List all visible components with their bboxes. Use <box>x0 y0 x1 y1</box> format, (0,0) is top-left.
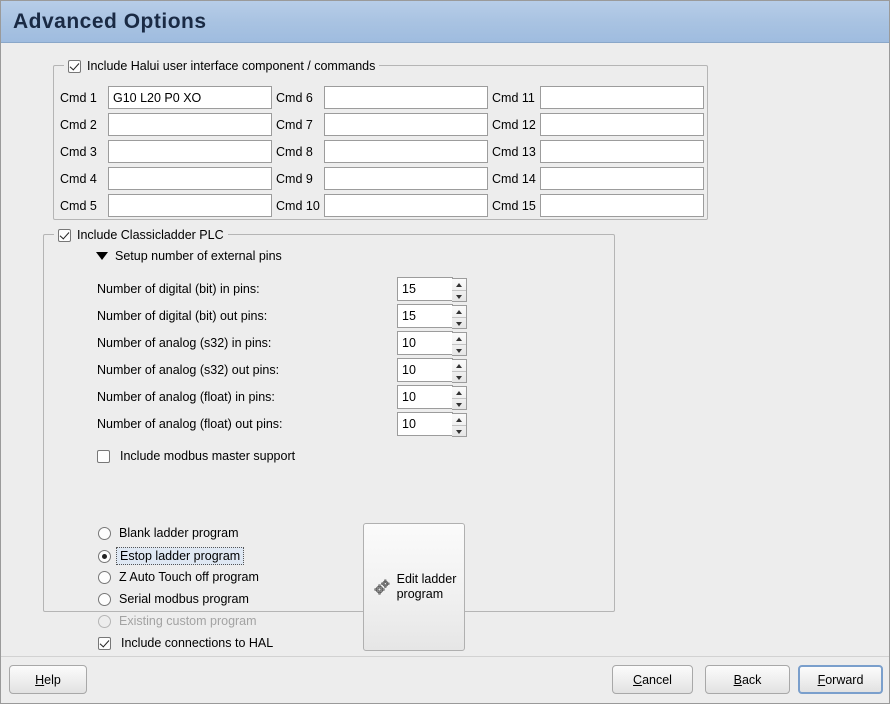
cmd-12-input[interactable] <box>540 113 704 136</box>
cmd-8-cell <box>324 140 492 163</box>
digital-bit-out-pins-spinner[interactable] <box>397 304 453 328</box>
cmd-3-cell <box>108 140 276 163</box>
digital-bit-out-pins-stepper[interactable] <box>452 305 467 329</box>
program-option-existing-custom-radio <box>98 615 111 628</box>
cmd-8-input[interactable] <box>324 140 488 163</box>
cmd-1-cell <box>108 86 276 109</box>
forward-button-label: Forward <box>817 672 864 687</box>
program-option-blank[interactable] <box>98 526 239 540</box>
cmd-8-label: Cmd 8 <box>276 144 313 159</box>
cmd-5-cell <box>108 194 276 217</box>
external-pins-expander-label: Setup number of external pins <box>115 249 282 263</box>
digital-bit-in-pins-row <box>97 277 667 301</box>
program-option-estop-label: Estop ladder program <box>116 547 244 565</box>
halui-group-legend[interactable] <box>64 57 379 75</box>
analog-s32-out-pins-row <box>97 358 667 382</box>
cmd-2-input[interactable] <box>108 113 272 136</box>
program-option-estop[interactable] <box>98 548 241 564</box>
modbus-master-checkbox[interactable] <box>97 450 110 463</box>
analog-s32-in-pins-label: Number of analog (s32) in pins: <box>97 336 272 350</box>
cmd-5-input[interactable] <box>108 194 272 217</box>
analog-float-in-pins-label: Number of analog (float) in pins: <box>97 390 275 404</box>
classicladder-enable-checkbox[interactable] <box>58 229 71 242</box>
stepper-down-icon[interactable] <box>452 371 466 383</box>
analog-float-out-pins-label: Number of analog (float) out pins: <box>97 417 283 431</box>
classicladder-enable-label: Include Classicladder PLC <box>77 228 224 242</box>
cmd-4-label: Cmd 4 <box>60 171 97 186</box>
analog-float-in-pins-input[interactable] <box>398 389 440 405</box>
program-option-existing-custom <box>98 614 257 628</box>
cmd-15-label: Cmd 15 <box>492 198 536 213</box>
hal-connections-checkbox[interactable] <box>98 637 111 650</box>
page-title: Advanced Options <box>13 9 207 33</box>
cmd-3-input[interactable] <box>108 140 272 163</box>
gear-icon <box>372 577 392 597</box>
program-option-serial-modbus[interactable] <box>98 592 249 606</box>
analog-float-out-pins-spinner[interactable] <box>397 412 453 436</box>
analog-s32-in-pins-input[interactable] <box>398 335 440 351</box>
analog-s32-out-pins-stepper[interactable] <box>452 359 467 383</box>
cmd-14-input[interactable] <box>540 167 704 190</box>
halui-group <box>53 59 708 220</box>
cmd-6-label: Cmd 6 <box>276 90 313 105</box>
cmd-1-label: Cmd 1 <box>60 90 97 105</box>
analog-float-out-pins-stepper[interactable] <box>452 413 467 437</box>
analog-s32-in-pins-stepper[interactable] <box>452 332 467 356</box>
analog-s32-in-pins-row <box>97 331 667 355</box>
analog-s32-in-pins-spinner[interactable] <box>397 331 453 355</box>
cmd-11-cell <box>540 86 708 109</box>
cmd-13-input[interactable] <box>540 140 704 163</box>
cmd-2-label: Cmd 2 <box>60 117 97 132</box>
back-button[interactable] <box>705 665 790 694</box>
digital-bit-in-pins-input[interactable] <box>398 281 440 297</box>
cmd-5-label: Cmd 5 <box>60 198 97 213</box>
cmd-7-input[interactable] <box>324 113 488 136</box>
analog-float-in-pins-spinner[interactable] <box>397 385 453 409</box>
digital-bit-out-pins-row <box>97 304 667 328</box>
program-option-z-auto-touch-off-radio[interactable] <box>98 571 111 584</box>
cmd-9-cell <box>324 167 492 190</box>
stepper-up-icon[interactable] <box>452 306 466 317</box>
stepper-up-icon[interactable] <box>452 360 466 371</box>
cmd-10-input[interactable] <box>324 194 488 217</box>
edit-ladder-program-label: Edit ladder program <box>396 572 457 601</box>
analog-float-in-pins-stepper[interactable] <box>452 386 467 410</box>
modbus-master-row[interactable] <box>97 449 295 463</box>
forward-button[interactable] <box>798 665 883 694</box>
stepper-up-icon[interactable] <box>452 333 466 344</box>
analog-s32-out-pins-label: Number of analog (s32) out pins: <box>97 363 280 377</box>
program-option-blank-label: Blank ladder program <box>119 526 239 540</box>
dialog-button-bar <box>1 656 889 703</box>
halui-enable-label: Include Halui user interface component / commands <box>87 59 376 73</box>
external-pins-expander[interactable] <box>96 249 282 263</box>
cancel-button[interactable] <box>612 665 693 694</box>
cmd-10-label: Cmd 10 <box>276 198 320 213</box>
cmd-11-input[interactable] <box>540 86 704 109</box>
hal-connections-label: Include connections to HAL <box>121 636 274 650</box>
cmd-4-input[interactable] <box>108 167 272 190</box>
dialog-content <box>1 44 889 657</box>
cmd-15-input[interactable] <box>540 194 704 217</box>
stepper-down-icon[interactable] <box>452 425 466 437</box>
cmd-6-input[interactable] <box>324 86 488 109</box>
help-button[interactable] <box>9 665 87 694</box>
cmd-15-cell <box>540 194 708 217</box>
chevron-down-icon <box>96 252 108 260</box>
cmd-1-input[interactable] <box>108 86 272 109</box>
modbus-master-label: Include modbus master support <box>120 449 296 463</box>
cmd-9-input[interactable] <box>324 167 488 190</box>
cmd-13-label: Cmd 13 <box>492 144 536 159</box>
cmd-3-label: Cmd 3 <box>60 144 97 159</box>
cancel-button-label: Cancel <box>633 672 672 687</box>
cmd-2-cell <box>108 113 276 136</box>
stepper-down-icon[interactable] <box>452 344 466 356</box>
stepper-up-icon[interactable] <box>452 414 466 425</box>
cmd-9-label: Cmd 9 <box>276 171 313 186</box>
analog-float-in-pins-row <box>97 385 667 409</box>
hal-connections-row[interactable] <box>98 636 273 650</box>
halui-enable-checkbox[interactable] <box>68 60 81 73</box>
cmd-12-label: Cmd 12 <box>492 117 536 132</box>
digital-bit-in-pins-label: Number of digital (bit) in pins: <box>97 282 260 296</box>
window-titlebar <box>1 1 889 43</box>
cmd-14-label: Cmd 14 <box>492 171 536 186</box>
classicladder-group-legend[interactable] <box>54 226 228 244</box>
digital-bit-in-pins-spinner[interactable] <box>397 277 453 301</box>
cmd-6-cell <box>324 86 492 109</box>
stepper-down-icon[interactable] <box>452 317 466 329</box>
stepper-down-icon[interactable] <box>452 398 466 410</box>
program-option-z-auto-touch-off-label: Z Auto Touch off program <box>119 570 259 584</box>
stepper-down-icon[interactable] <box>452 290 466 302</box>
cmd-7-cell <box>324 113 492 136</box>
cmd-13-cell <box>540 140 708 163</box>
analog-float-out-pins-input[interactable] <box>398 416 440 432</box>
cmd-12-cell <box>540 113 708 136</box>
cmd-10-cell <box>324 194 492 217</box>
digital-bit-in-pins-stepper[interactable] <box>452 278 467 302</box>
program-option-serial-modbus-label: Serial modbus program <box>119 592 249 606</box>
cmd-14-cell <box>540 167 708 190</box>
program-option-z-auto-touch-off[interactable] <box>98 570 259 584</box>
classicladder-group <box>43 228 615 650</box>
analog-s32-out-pins-spinner[interactable] <box>397 358 453 382</box>
cmd-11-label: Cmd 11 <box>492 90 535 105</box>
program-option-existing-custom-label: Existing custom program <box>119 614 257 628</box>
cmd-4-cell <box>108 167 276 190</box>
stepper-up-icon[interactable] <box>452 279 466 290</box>
help-button-label: Help <box>35 672 61 687</box>
digital-bit-out-pins-input[interactable] <box>398 308 440 324</box>
analog-float-out-pins-row <box>97 412 667 436</box>
cmd-7-label: Cmd 7 <box>276 117 313 132</box>
back-button-label: Back <box>733 672 762 687</box>
analog-s32-out-pins-input[interactable] <box>398 362 440 378</box>
program-option-serial-modbus-radio[interactable] <box>98 593 111 606</box>
edit-ladder-program-button[interactable] <box>363 523 465 651</box>
program-option-estop-radio[interactable] <box>98 550 111 563</box>
stepper-up-icon[interactable] <box>452 387 466 398</box>
halui-command-grid <box>60 84 708 219</box>
digital-bit-out-pins-label: Number of digital (bit) out pins: <box>97 309 268 323</box>
program-option-blank-radio[interactable] <box>98 527 111 540</box>
